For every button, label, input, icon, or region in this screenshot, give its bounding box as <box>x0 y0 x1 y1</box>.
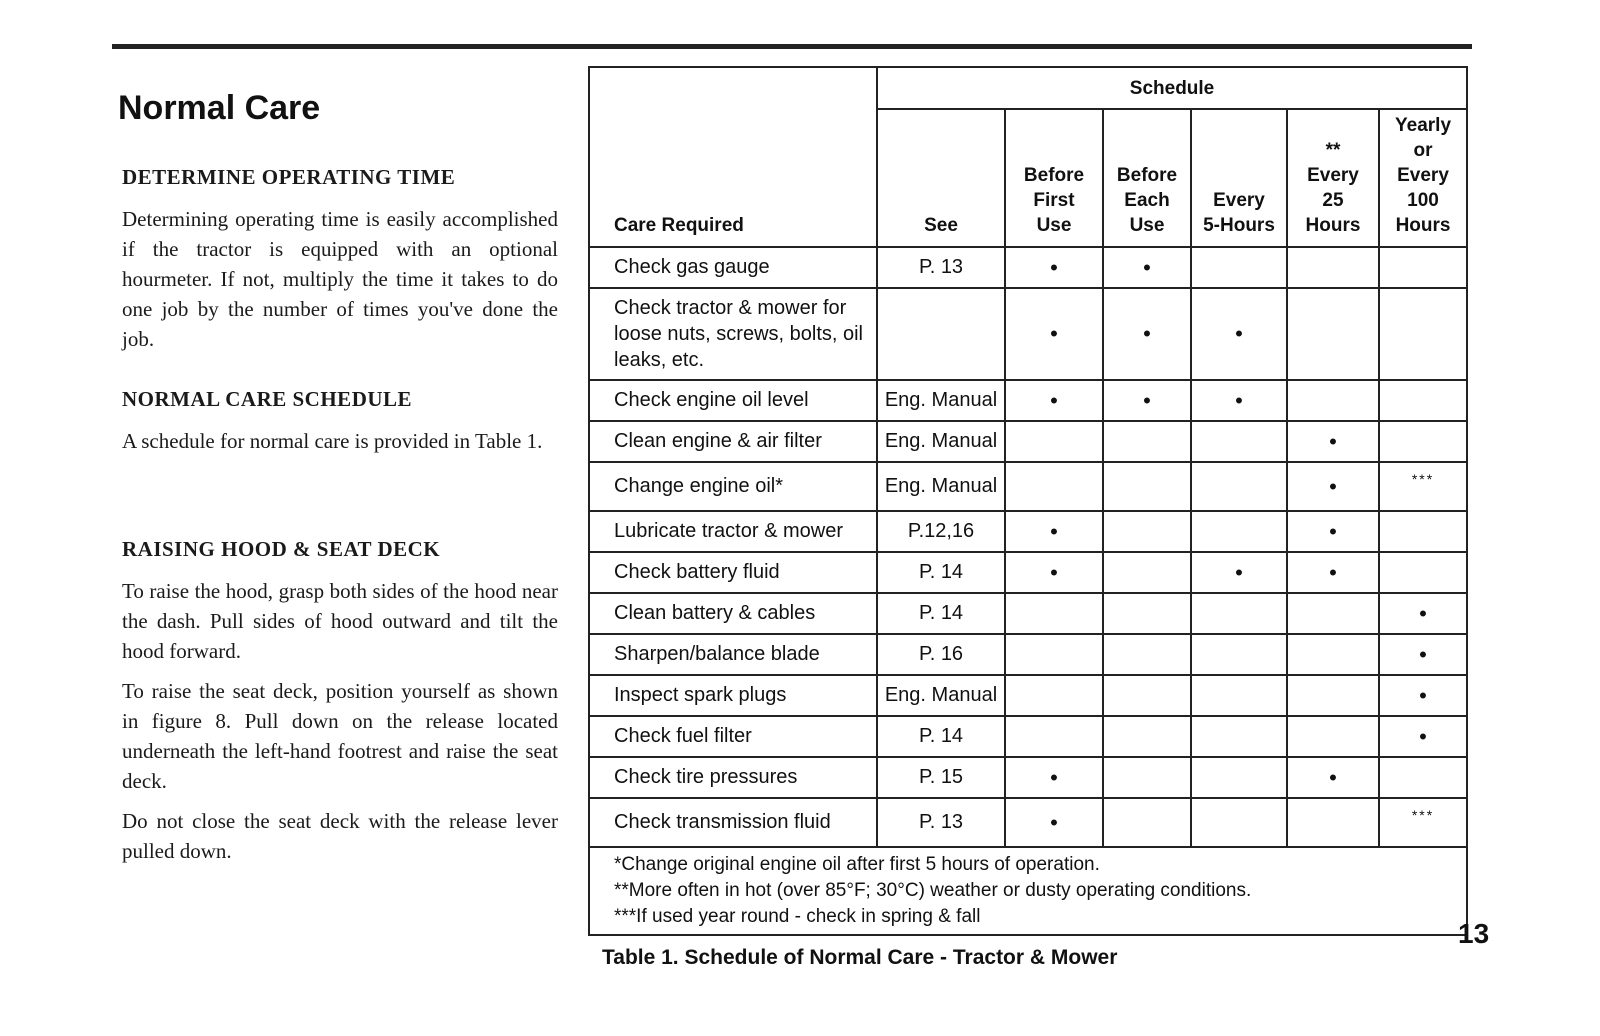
notes-row <box>589 847 1467 935</box>
schedule-mark <box>1103 462 1191 511</box>
schedule-mark <box>1103 798 1191 847</box>
section-heading: RAISING HOOD & SEAT DECK <box>122 537 441 561</box>
section-heading: NORMAL CARE SCHEDULE <box>122 387 413 411</box>
table-row <box>589 798 1467 847</box>
schedule-mark: • <box>1103 288 1191 380</box>
schedule-mark <box>1287 380 1379 421</box>
schedule-mark: • <box>1103 380 1191 421</box>
schedule-mark <box>1191 675 1287 716</box>
schedule-mark: • <box>1005 380 1103 421</box>
see-ref: Eng. Manual <box>877 380 1005 421</box>
header-before-first-use <box>1005 109 1103 247</box>
schedule-mark <box>1005 421 1103 462</box>
section-heading: DETERMINE OPERATING TIME <box>122 165 456 189</box>
schedule-mark: • <box>1379 593 1467 634</box>
table-row <box>589 288 1467 380</box>
header-line: 25 <box>1322 190 1344 211</box>
schedule-mark <box>1287 247 1379 288</box>
schedule-mark <box>1379 380 1467 421</box>
spacer <box>118 486 558 534</box>
schedule-mark <box>1379 757 1467 798</box>
section-raising-hood <box>118 534 558 866</box>
schedule-mark <box>1191 716 1287 757</box>
footnote: *Change original engine oil after first 5 hours of operation. <box>614 854 1100 875</box>
header-line: Every <box>1213 190 1265 211</box>
left-column <box>118 88 558 876</box>
header-line: Before <box>1023 165 1085 186</box>
schedule-mark: • <box>1191 288 1287 380</box>
care-item: Check fuel filter <box>589 716 877 757</box>
table-row <box>589 716 1467 757</box>
schedule-mark <box>1379 288 1467 380</box>
schedule-mark: • <box>1191 552 1287 593</box>
schedule-mark: • <box>1379 634 1467 675</box>
care-item: Check transmission fluid <box>589 798 877 847</box>
schedule-mark: • <box>1287 511 1379 552</box>
schedule-mark: • <box>1287 421 1379 462</box>
header-line: First <box>1033 190 1075 211</box>
table-row <box>589 462 1467 511</box>
header-line: ** <box>1325 140 1341 161</box>
schedule-mark <box>1287 593 1379 634</box>
table-body <box>589 247 1467 935</box>
table-row <box>589 247 1467 288</box>
see-ref: P.12,16 <box>877 511 1005 552</box>
paragraph: Do not close the seat deck with the release lever pulled down. <box>122 809 558 863</box>
schedule-mark <box>1191 462 1287 511</box>
schedule-mark <box>1005 462 1103 511</box>
header-line: Every <box>1397 165 1449 186</box>
schedule-mark: • <box>1379 716 1467 757</box>
header-every-5-hours <box>1191 109 1287 247</box>
schedule-mark <box>1191 798 1287 847</box>
schedule-mark: • <box>1005 552 1103 593</box>
see-ref: P. 15 <box>877 757 1005 798</box>
schedule-mark <box>1103 511 1191 552</box>
schedule-mark <box>1005 716 1103 757</box>
section-care-schedule <box>118 384 558 456</box>
schedule-mark <box>1287 675 1379 716</box>
table-row <box>589 552 1467 593</box>
header-line: 5-Hours <box>1203 215 1275 236</box>
section-operating-time <box>118 162 558 354</box>
page-title: Normal Care <box>118 89 321 127</box>
header-line: Every <box>1307 165 1359 186</box>
schedule-mark: • <box>1103 247 1191 288</box>
schedule-mark: • <box>1287 552 1379 593</box>
table-caption: Table 1. Schedule of Normal Care - Tractor & Mower <box>602 946 1118 969</box>
header-line: or <box>1413 140 1433 161</box>
header-line: Before <box>1116 165 1178 186</box>
see-ref: P. 13 <box>877 247 1005 288</box>
schedule-mark <box>1103 593 1191 634</box>
header-yearly-100-hours <box>1379 109 1467 247</box>
schedule-mark <box>1287 634 1379 675</box>
schedule-mark: • <box>1005 247 1103 288</box>
schedule-mark <box>1191 247 1287 288</box>
care-item: Check engine oil level <box>589 380 877 421</box>
see-ref: P. 13 <box>877 798 1005 847</box>
schedule-mark <box>1287 288 1379 380</box>
care-item: Lubricate tractor & mower <box>589 511 877 552</box>
see-ref: P. 14 <box>877 716 1005 757</box>
table-row <box>589 634 1467 675</box>
care-item: Check gas gauge <box>589 247 877 288</box>
schedule-mark <box>1103 421 1191 462</box>
paragraph: To raise the seat deck, position yourself as shown in figure 8. Pull down on the release located underneath the left-hand footrest and raise the seat deck. <box>122 679 558 793</box>
see-ref: P. 14 <box>877 593 1005 634</box>
schedule-mark <box>1103 675 1191 716</box>
schedule-mark <box>1287 798 1379 847</box>
schedule-mark <box>1379 511 1467 552</box>
table-row <box>589 757 1467 798</box>
header-line: Hours <box>1395 215 1451 236</box>
care-table-wrapper <box>588 66 1480 970</box>
care-item: Inspect spark plugs <box>589 675 877 716</box>
schedule-mark <box>1379 247 1467 288</box>
schedule-mark: • <box>1005 288 1103 380</box>
table-row <box>589 421 1467 462</box>
header-line: 100 <box>1407 190 1439 211</box>
header-line: Yearly <box>1395 115 1452 136</box>
schedule-mark <box>1191 511 1287 552</box>
schedule-mark: *** <box>1379 462 1467 511</box>
schedule-mark <box>1287 716 1379 757</box>
care-item: Check tractor & mower for loose nuts, screws, bolts, oil leaks, etc. <box>589 288 877 380</box>
care-schedule-table <box>588 66 1468 936</box>
see-ref: Eng. Manual <box>877 675 1005 716</box>
schedule-mark: • <box>1379 675 1467 716</box>
schedule-mark <box>1005 634 1103 675</box>
schedule-mark <box>1191 421 1287 462</box>
header-schedule: Schedule <box>877 67 1467 109</box>
care-item: Change engine oil* <box>589 462 877 511</box>
care-item: Clean engine & air filter <box>589 421 877 462</box>
schedule-mark <box>1379 421 1467 462</box>
page-number: 13 <box>1458 918 1490 949</box>
table-row <box>589 511 1467 552</box>
header-every-25-hours <box>1287 109 1379 247</box>
see-ref: Eng. Manual <box>877 462 1005 511</box>
header-line: Use <box>1036 215 1072 236</box>
schedule-mark <box>1103 716 1191 757</box>
paragraph: Determining operating time is easily accomplished if the tractor is equipped with an optional hourmeter. If not, multiply the time it takes to do one job by the number of times you've done the job. <box>122 207 558 351</box>
schedule-mark: • <box>1005 757 1103 798</box>
header-line: Hours <box>1305 215 1361 236</box>
schedule-mark <box>1191 634 1287 675</box>
table-footnotes <box>589 847 1467 935</box>
schedule-mark <box>1191 593 1287 634</box>
paragraph: A schedule for normal care is provided in Table 1. <box>122 429 543 453</box>
top-rule <box>112 44 1472 49</box>
schedule-mark <box>1005 593 1103 634</box>
schedule-mark: *** <box>1379 798 1467 847</box>
care-item: Check tire pressures <box>589 757 877 798</box>
schedule-mark: • <box>1287 462 1379 511</box>
care-item: Check battery fluid <box>589 552 877 593</box>
header-line: Each <box>1124 190 1170 211</box>
schedule-mark: • <box>1005 511 1103 552</box>
schedule-mark <box>1191 757 1287 798</box>
see-ref: P. 16 <box>877 634 1005 675</box>
schedule-mark <box>1103 634 1191 675</box>
footnote: **More often in hot (over 85°F; 30°C) weather or dusty operating conditions. <box>614 880 1252 901</box>
schedule-mark <box>1103 757 1191 798</box>
schedule-mark: • <box>1005 798 1103 847</box>
see-ref <box>877 288 1005 380</box>
schedule-mark <box>1379 552 1467 593</box>
header-care-required: Care Required <box>589 67 877 247</box>
care-item: Sharpen/balance blade <box>589 634 877 675</box>
care-item: Clean battery & cables <box>589 593 877 634</box>
paragraph: To raise the hood, grasp both sides of the hood near the dash. Pull sides of hood outward and tilt the hood forward. <box>122 579 558 663</box>
see-ref: P. 14 <box>877 552 1005 593</box>
header-line: Use <box>1129 215 1165 236</box>
schedule-mark <box>1103 552 1191 593</box>
footnote: ***If used year round - check in spring & fall <box>614 906 981 927</box>
header-before-each-use <box>1103 109 1191 247</box>
schedule-mark: • <box>1287 757 1379 798</box>
table-row <box>589 593 1467 634</box>
header-see: See <box>877 109 1005 247</box>
schedule-mark <box>1005 675 1103 716</box>
table-row <box>589 675 1467 716</box>
schedule-mark: • <box>1191 380 1287 421</box>
table-row <box>589 380 1467 421</box>
see-ref: Eng. Manual <box>877 421 1005 462</box>
